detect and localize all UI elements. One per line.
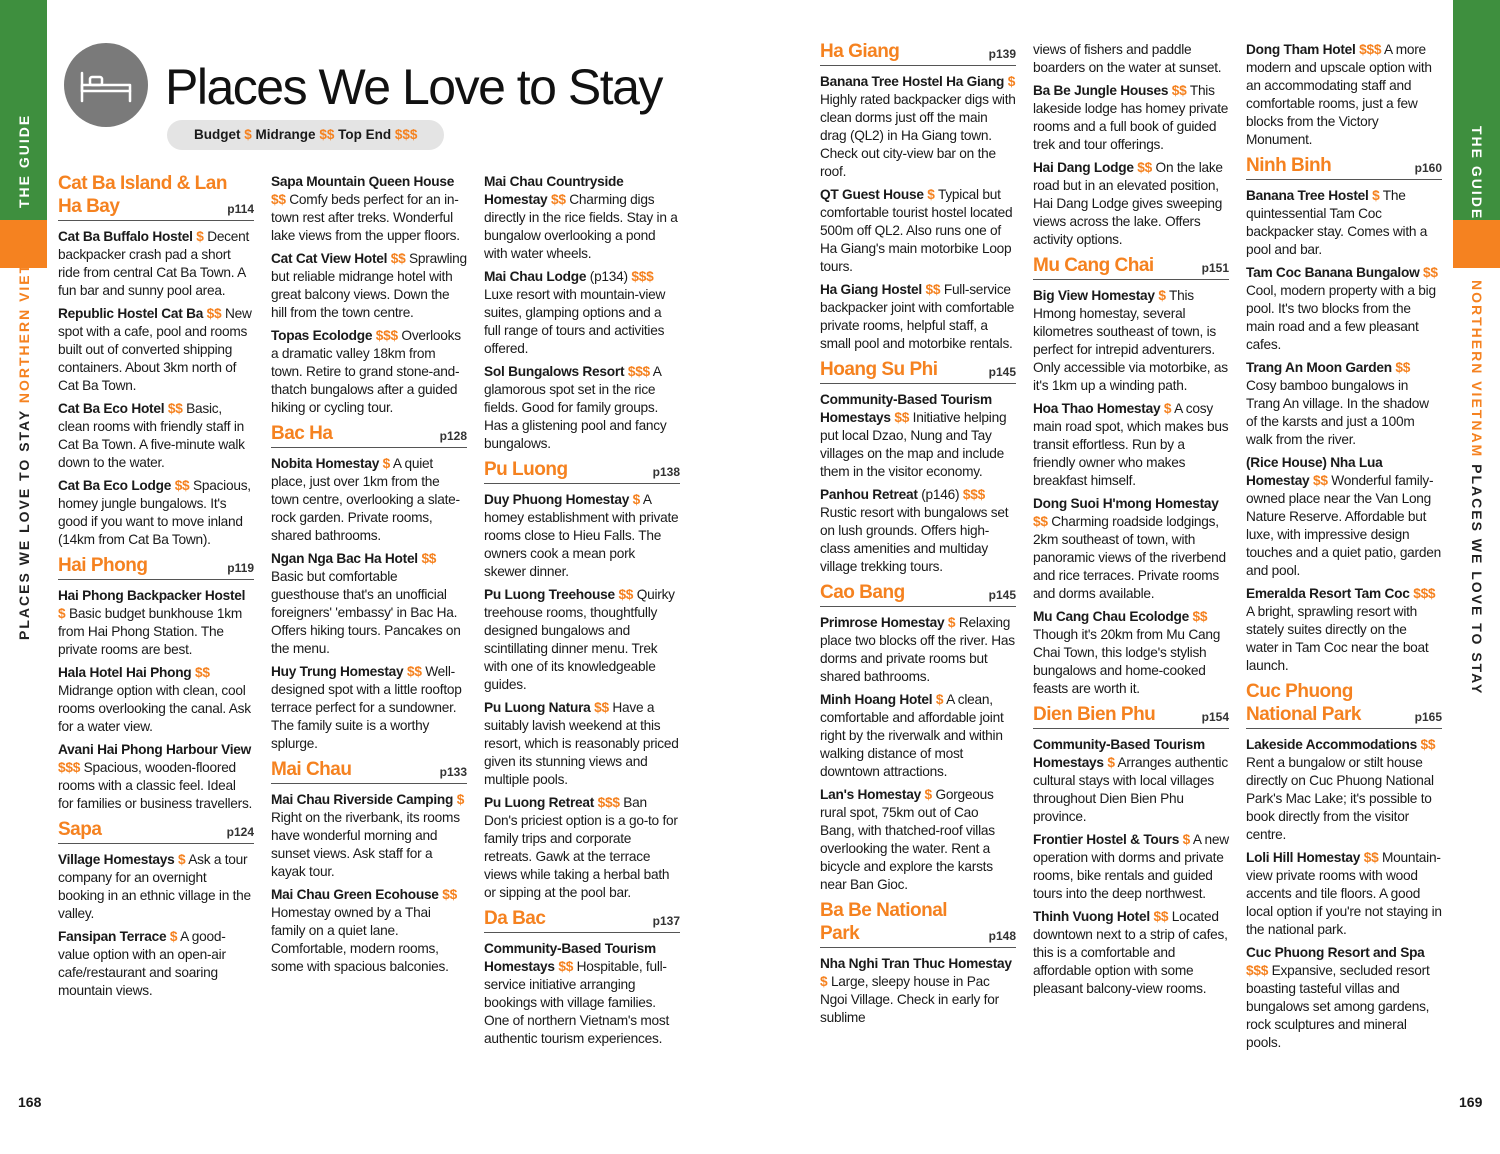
price-indicator: $$ bbox=[167, 401, 183, 416]
listing-entry bbox=[1246, 849, 1442, 939]
price-indicator: $$ bbox=[390, 251, 406, 266]
listing-description: A more modern and upscale option with an accommodating staff and comfortable rooms, just a few blocks from the Victory Monument. bbox=[1246, 42, 1432, 147]
price-indicator: $$ bbox=[551, 192, 566, 207]
listing-description: A new operation with dorms and private rooms, bike rentals and guided tours into the deep northwest. bbox=[1033, 832, 1229, 901]
listing-entry bbox=[271, 550, 467, 658]
listing-name: Mai Chau Lodge bbox=[484, 269, 587, 284]
section-heading bbox=[1033, 254, 1229, 280]
listing-entry bbox=[58, 587, 254, 659]
price-indicator: $ bbox=[178, 852, 186, 867]
listing-entry bbox=[484, 699, 680, 789]
section-page-ref: p145 bbox=[988, 365, 1016, 379]
page-number-right: 169 bbox=[1459, 1094, 1483, 1110]
price-indicator: $ bbox=[927, 187, 935, 202]
listing-entry bbox=[1246, 264, 1442, 354]
price-indicator: $ bbox=[382, 456, 390, 471]
listing-entry bbox=[1246, 454, 1442, 580]
listing-description: Well-designed spot with a little rooftop terrace perfect for a sundowner. The family suite is a worthy splurge. bbox=[271, 664, 462, 751]
left-side-tab bbox=[0, 0, 47, 1154]
listing-entry bbox=[271, 791, 467, 881]
price-indicator: $$ bbox=[1395, 360, 1411, 375]
listing-name: Republic Hostel Cat Ba bbox=[58, 306, 204, 321]
price-indicator: $$$ bbox=[631, 269, 654, 284]
listing-entry bbox=[271, 250, 467, 322]
listing-entry bbox=[484, 586, 680, 694]
listing-description: Ban Don's priciest option is a go-to for family trips and corporate retreats. Gawk at the terrace views while taking a herbal bath or sipping at the pool bar. bbox=[484, 795, 678, 900]
section-page-ref: p160 bbox=[1414, 161, 1442, 175]
listing-name: Panhou Retreat bbox=[820, 487, 918, 502]
listing-name: Emeralda Resort Tam Coc bbox=[1246, 586, 1410, 601]
price-indicator: $ bbox=[1107, 755, 1115, 770]
price-indicator: $$ bbox=[421, 551, 437, 566]
page-number-left: 168 bbox=[18, 1094, 42, 1110]
section-heading-name: Pu Luong bbox=[484, 459, 568, 480]
listing-name: Frontier Hostel & Tours bbox=[1033, 832, 1180, 847]
listing-description: A quiet place, just over 1km from the town centre, overlooking a slate-rock garden. Private rooms, shared bathrooms. bbox=[271, 456, 460, 543]
price-indicator: $$$ bbox=[58, 760, 81, 775]
listing-entry bbox=[271, 663, 467, 753]
section-heading bbox=[58, 818, 254, 844]
section-heading-name: Da Bac bbox=[484, 908, 546, 929]
price-indicator: $ bbox=[1372, 188, 1380, 203]
section-heading bbox=[58, 172, 254, 221]
price-indicator: $ bbox=[456, 792, 465, 807]
price-indicator: $$$ bbox=[627, 364, 650, 379]
listing-entry bbox=[820, 486, 1016, 576]
listing-description: views of fishers and paddle boarders on the water at sunset. bbox=[1033, 42, 1222, 75]
listing-description: Cool, modern property with a big pool. It's two blocks from the main road and a few pleasant cafes. bbox=[1246, 283, 1436, 352]
price-indicator: $$ bbox=[1313, 473, 1328, 488]
price-indicator: $ bbox=[820, 974, 828, 989]
listing-name: Cuc Phuong Resort and Spa bbox=[1246, 945, 1425, 960]
section-heading bbox=[484, 907, 680, 933]
listing-name: Big View Homestay bbox=[1033, 288, 1155, 303]
listing-description: Have a suitably lavish weekend at this resort, which is reasonably priced given its stunning views and multiple pools. bbox=[484, 700, 679, 787]
listing-entry bbox=[1033, 495, 1229, 603]
section-page-ref: p145 bbox=[988, 588, 1016, 602]
listing-name: Mu Cang Chau Ecolodge bbox=[1033, 609, 1189, 624]
listing-entry bbox=[271, 455, 467, 545]
listing-description: Spacious, wooden-floored rooms with a classic feel. Ideal for families or business travellers. bbox=[58, 760, 253, 811]
listing-name: Ba Be Jungle Houses bbox=[1033, 83, 1169, 98]
listing-entry bbox=[1246, 944, 1442, 1052]
section-page-ref: p151 bbox=[1201, 261, 1229, 275]
section-heading bbox=[820, 358, 1016, 384]
column-3 bbox=[484, 173, 680, 1053]
section-page-ref: p165 bbox=[1414, 710, 1442, 724]
section-page-ref: p137 bbox=[652, 914, 680, 928]
price-indicator: $$$ bbox=[1246, 963, 1269, 978]
listing-description: Highly rated backpacker digs with clean dorms just off the main drag (QL2) in Ha Giang town. Check out city-view bar on the roof. bbox=[820, 92, 1016, 179]
price-indicator: $ bbox=[1182, 832, 1191, 847]
listing-name: Fansipan Terrace bbox=[58, 929, 167, 944]
listing-entry bbox=[271, 173, 467, 245]
listing-entry bbox=[1246, 736, 1442, 844]
listing-entry bbox=[484, 491, 680, 581]
listing-description: A bright, sprawling resort with stately suites directly on the water in Tam Coc near the boat launch. bbox=[1246, 604, 1429, 673]
column-4 bbox=[820, 40, 1016, 1032]
section-heading-name: Cao Bang bbox=[820, 582, 905, 603]
listing-entry bbox=[58, 664, 254, 736]
section-heading-name: Sapa bbox=[58, 819, 102, 840]
listing-name: Nha Nghi Tran Thuc Homestay bbox=[820, 956, 1012, 971]
section-page-ref: p124 bbox=[226, 825, 254, 839]
listing-entry bbox=[820, 391, 1016, 481]
section-heading-name: Hai Phong bbox=[58, 555, 148, 576]
listing-description: Ask a tour company for an overnight booking in an ethnic village in the valley. bbox=[58, 852, 251, 921]
section-heading-name: Mai Chau bbox=[271, 759, 352, 780]
listing-description: Large, sleepy house in Pac Ngoi Village. Check in early for sublime bbox=[820, 974, 999, 1025]
price-indicator: $$$ bbox=[597, 795, 620, 810]
listing-description: Spacious, homey jungle bungalows. It's good if you want to move inland (14km from Cat Ba Town). bbox=[58, 478, 251, 547]
price-indicator: $$ bbox=[174, 478, 190, 493]
listing-description: Relaxing place two blocks off the river. Has dorms and private rooms but shared bathrooms. bbox=[820, 615, 1015, 684]
section-heading-name: Ninh Binh bbox=[1246, 155, 1332, 176]
listing-name: Sol Bungalows Resort bbox=[484, 364, 625, 379]
side-label-topic-region: PLACES WE LOVE TO STAY NORTHERN VIETNAM bbox=[16, 224, 32, 640]
listing-description: Decent backpacker crash pad a short ride from central Cat Ba Town. A fun bar and sunny pool area. bbox=[58, 229, 250, 298]
price-indicator: $ bbox=[1007, 74, 1016, 89]
listing-description: Though it's 20km from Mu Cang Chai Town, this lodge's stylish bungalows and home-cooked feasts are worth it. bbox=[1033, 627, 1221, 696]
section-heading-name: Cuc Phuong National Park bbox=[1246, 681, 1361, 725]
listing-description: Wonderful family-owned place near the Van Long Nature Reserve. Affordable but luxe, with impressive design touches and a quiet patio, garden and pool. bbox=[1246, 473, 1441, 578]
price-indicator: $$$ bbox=[375, 328, 398, 343]
listing-description: Basic budget bunkhouse 1km from Hai Phong Station. The private rooms are best. bbox=[58, 606, 243, 657]
listing-name: Pu Luong Retreat bbox=[484, 795, 595, 810]
section-heading bbox=[1246, 154, 1442, 180]
side-label-guide: THE GUIDE bbox=[1469, 126, 1485, 221]
listing-entry bbox=[1033, 736, 1229, 826]
listing-name: Cat Ba Eco Lodge bbox=[58, 478, 172, 493]
listing-name: Minh Hoang Hotel bbox=[820, 692, 933, 707]
listing-entry bbox=[484, 794, 680, 902]
listing-entry bbox=[1246, 359, 1442, 449]
listing-name: Pu Luong Natura bbox=[484, 700, 591, 715]
price-indicator: $$ bbox=[925, 282, 941, 297]
listing-entry bbox=[271, 886, 467, 976]
section-heading bbox=[271, 758, 467, 784]
listing-description: Homestay owned by a Thai family on a quiet lane. Comfortable, modern rooms, some with spacious balconies. bbox=[271, 905, 449, 974]
listing-description: A homey establishment with private rooms close to Hieu Falls. The owners cook a mean pork skewer dinner. bbox=[484, 492, 679, 579]
listing-name: Primrose Homestay bbox=[820, 615, 945, 630]
listing-description: Sprawling but reliable midrange hotel with great balcony views. Down the hill from the town centre. bbox=[271, 251, 467, 320]
listing-entry bbox=[1033, 831, 1229, 903]
price-indicator: $$ bbox=[1137, 160, 1152, 175]
section-heading bbox=[1033, 703, 1229, 729]
listing-description: Mountain-view private rooms with wood accents and tile floors. A good local option if you're not staying in the national park. bbox=[1246, 850, 1442, 937]
listing-entry bbox=[1033, 159, 1229, 249]
section-page-ref: p139 bbox=[988, 47, 1016, 61]
price-indicator: $$ bbox=[594, 700, 609, 715]
listing-description: A cosy main road spot, which makes bus transit effortless. Run by a friendly owner who makes breakfast himself. bbox=[1033, 401, 1229, 488]
listing-description: On the lake road but in an elevated position, Hai Dang Lodge gives sweeping views across the lake. Offers activity options. bbox=[1033, 160, 1223, 247]
listing-description: Midrange option with clean, cool rooms overlooking the canal. Ask for a water view. bbox=[58, 683, 251, 734]
section-page-ref: p138 bbox=[652, 465, 680, 479]
section-heading-name: Mu Cang Chai bbox=[1033, 255, 1154, 276]
section-heading bbox=[1246, 680, 1442, 729]
listing-description: A clean, comfortable and affordable joint right by the riverwalk and within walking distance of most downtown attractions. bbox=[820, 692, 1004, 779]
listing-entry bbox=[820, 955, 1016, 1027]
listing-description: Gorgeous rural spot, 75km out of Cao Bang, with thatched-roof villas overlooking the water. Rent a bicycle and explore the karsts near Ban Gioc. bbox=[820, 787, 995, 892]
listing-name: Cat Cat View Hotel bbox=[271, 251, 388, 266]
listing-name: Dong Suoi H'mong Homestay bbox=[1033, 496, 1219, 511]
listing-name: Cat Ba Buffalo Hostel bbox=[58, 229, 193, 244]
listing-description: Initiative helping put local Dzao, Nung and Tay villages on the map and include them in the visitor economy. bbox=[820, 410, 1007, 479]
bed-icon bbox=[64, 43, 148, 127]
listing-entry bbox=[820, 186, 1016, 276]
listing-name: Trang An Moon Garden bbox=[1246, 360, 1392, 375]
section-page-ref: p114 bbox=[227, 202, 254, 216]
listing-entry bbox=[58, 741, 254, 813]
section-heading-name: Ha Giang bbox=[820, 41, 900, 62]
listing-entry bbox=[484, 173, 680, 263]
listing-description: Rent a bungalow or stilt house directly on Cuc Phuong National Park's Mac Lake; it's possible to book directly from the visitor centre. bbox=[1246, 755, 1434, 842]
listing-entry bbox=[820, 281, 1016, 353]
listing-description: Overlooks a dramatic valley 18km from town. Retire to grand stone-and-thatch bungalows after a guided hiking or cycling tour. bbox=[271, 328, 461, 415]
section-page-ref: p128 bbox=[439, 429, 467, 443]
listing-name: Community-Based Tourism Homestays bbox=[484, 941, 656, 974]
listing-name: Ha Giang Hostel bbox=[820, 282, 922, 297]
price-indicator: $$ bbox=[1420, 737, 1436, 752]
price-indicator: $$ bbox=[894, 410, 910, 425]
listing-name: Community-Based Tourism Homestays bbox=[820, 392, 992, 425]
price-indicator: $$$ bbox=[1413, 586, 1436, 601]
listing-description: Located downtown next to a strip of cafes, this is a comfortable and affordable option with some pleasant balcony-view rooms. bbox=[1033, 909, 1228, 996]
section-heading bbox=[484, 458, 680, 484]
price-indicator: $$ bbox=[194, 665, 210, 680]
listing-name: Hai Dang Lodge bbox=[1033, 160, 1134, 175]
listing-description: Rustic resort with bungalows set on lush grounds. Offers high-class amenities and multiday village trekking tours. bbox=[820, 505, 1009, 574]
listing-entry bbox=[1033, 400, 1229, 490]
side-label-guide: THE GUIDE bbox=[16, 113, 32, 208]
listing-entry bbox=[1246, 41, 1442, 149]
listing-name: (Rice House) Nha Lua Homestay bbox=[1246, 455, 1383, 488]
listing-name: Tam Coc Banana Bungalow bbox=[1246, 265, 1420, 280]
column-1 bbox=[58, 172, 254, 1005]
listing-name: Mai Chau Countryside Homestay bbox=[484, 174, 624, 207]
price-indicator: $$ bbox=[1033, 514, 1048, 529]
listing-name: Topas Ecolodge bbox=[271, 328, 373, 343]
price-indicator: $ bbox=[632, 492, 641, 507]
column-5 bbox=[1033, 41, 1229, 1003]
listing-name: Mai Chau Green Ecohouse bbox=[271, 887, 439, 902]
listing-description: Cosy bamboo bungalows in Trang An village. In the shadow of the karsts and just a 100m walk from the river. bbox=[1246, 378, 1429, 447]
listing-entry bbox=[58, 851, 254, 923]
listing-entry bbox=[484, 268, 680, 358]
listing-description: Expansive, secluded resort boasting tasteful villas and bungalows set among gardens, rock sculptures and mineral pools. bbox=[1246, 963, 1430, 1050]
listing-entry bbox=[484, 940, 680, 1048]
price-indicator: $ bbox=[935, 692, 944, 707]
right-side-tab bbox=[1453, 0, 1500, 1154]
section-page-ref: p119 bbox=[227, 561, 254, 575]
section-heading-name: Cat Ba Island & Lan Ha Bay bbox=[58, 173, 227, 217]
section-heading-name: Dien Bien Phu bbox=[1033, 704, 1156, 725]
listing-entry bbox=[1033, 82, 1229, 154]
listing-name: Thinh Vuong Hotel bbox=[1033, 909, 1150, 924]
section-heading bbox=[271, 422, 467, 448]
section-heading bbox=[820, 40, 1016, 66]
price-indicator: $ bbox=[924, 787, 932, 802]
section-page-ref: p133 bbox=[439, 765, 467, 779]
price-indicator: $$ bbox=[271, 192, 286, 207]
price-indicator: $$ bbox=[1153, 909, 1169, 924]
listing-entry bbox=[820, 691, 1016, 781]
price-indicator: $$$ bbox=[1359, 42, 1382, 57]
listing-name: Dong Tham Hotel bbox=[1246, 42, 1356, 57]
listing-description: The quintessential Tam Coc backpacker stay. Comes with a pool and bar. bbox=[1246, 188, 1428, 257]
listing-name: Hala Hotel Hai Phong bbox=[58, 665, 192, 680]
listing-description: Right on the riverbank, its rooms have wonderful morning and sunset views. Ask staff for a kayak tour. bbox=[271, 810, 460, 879]
section-page-ref: p148 bbox=[988, 929, 1016, 943]
listing-description: Hospitable, full-service initiative arranging bookings with village families. One of northern Vietnam's most authentic tourism experiences. bbox=[484, 959, 670, 1046]
listing-name: Lakeside Accommodations bbox=[1246, 737, 1417, 752]
price-indicator: $$ bbox=[618, 587, 634, 602]
listing-name: Village Homestays bbox=[58, 852, 175, 867]
listing-description: Arranges authentic cultural stays with local villages throughout Dien Bien Phu province. bbox=[1033, 755, 1228, 824]
price-indicator: $ bbox=[1163, 401, 1172, 416]
listing-name: Ngan Nga Bac Ha Hotel bbox=[271, 551, 418, 566]
listing-description: Quirky treehouse rooms, thoughtfully designed bungalows and scintillating dinner menu. Trek with one of its knowledgeable guides. bbox=[484, 587, 675, 692]
section-page-ref: p154 bbox=[1201, 710, 1229, 724]
listing-name: Huy Trung Homestay bbox=[271, 664, 404, 679]
listing-description: Basic but comfortable guesthouse that's an unofficial foreigners' 'embassy' in Bac Ha. Offers hiking tours. Pancakes on the menu. bbox=[271, 569, 461, 656]
listing-entry bbox=[1033, 608, 1229, 698]
listing-name: Pu Luong Treehouse bbox=[484, 587, 615, 602]
price-indicator: $$ bbox=[1423, 265, 1438, 280]
column-6 bbox=[1246, 41, 1442, 1057]
listing-entry bbox=[1246, 187, 1442, 259]
price-indicator: $$ bbox=[1192, 609, 1208, 624]
listing-description: Typical but comfortable tourist hostel located 500m off QL2. Also runs one of Ha Giang's main motorbike Loop tours. bbox=[820, 187, 1013, 274]
listing-name: Hai Phong Backpacker Hostel bbox=[58, 588, 246, 603]
section-heading bbox=[820, 899, 1016, 948]
listing-name: Duy Phuong Homestay bbox=[484, 492, 630, 507]
side-label-region-topic: NORTHERN VIETNAM PLACES WE LOVE TO STAY bbox=[1469, 280, 1485, 696]
listing-entry bbox=[1246, 585, 1442, 675]
listing-description: Charming digs directly in the rice fields. Stay in a bungalow overlooking a pond with water wheels. bbox=[484, 192, 678, 261]
listing-description: New spot with a cafe, pool and rooms built out of converted shipping containers. About 3km north of Cat Ba Town. bbox=[58, 306, 252, 393]
section-heading bbox=[820, 581, 1016, 607]
listing-name: Sapa Mountain Queen House bbox=[271, 174, 455, 189]
listing-page-ref: (p134) bbox=[589, 269, 628, 284]
listing-name: Community-Based Tourism Homestays bbox=[1033, 737, 1205, 770]
listing-description: Full-service backpacker joint with comfortable private rooms, helpful staff, a small pool and motorbike rentals. bbox=[820, 282, 1015, 351]
price-indicator: $ bbox=[196, 229, 204, 244]
listing-name: Mai Chau Riverside Camping bbox=[271, 792, 454, 807]
listing-page-ref: (p146) bbox=[921, 487, 960, 502]
column-2 bbox=[271, 173, 467, 981]
listing-entry bbox=[820, 786, 1016, 894]
price-indicator: $$ bbox=[206, 306, 222, 321]
listing-name: Loli Hill Homestay bbox=[1246, 850, 1361, 865]
listing-name: Cat Ba Eco Hotel bbox=[58, 401, 165, 416]
price-indicator: $$$ bbox=[962, 487, 985, 502]
price-indicator: $$ bbox=[1171, 83, 1187, 98]
price-indicator: $ bbox=[58, 606, 66, 621]
listing-description: Luxe resort with mountain-view suites, glamping options and a full range of tours and activities offered. bbox=[484, 287, 666, 356]
listing-name: Lan's Homestay bbox=[820, 787, 921, 802]
listing-description: Charming roadside lodgings, 2km southeast of town, with panoramic views of the riverbend and rice terraces. Private rooms and dorms available. bbox=[1033, 514, 1226, 601]
listing-name: Banana Tree Hostel Ha Giang bbox=[820, 74, 1005, 89]
listing-description: A glamorous spot set in the rice fields. Good for family groups. Has a glistening pool and fancy bungalows. bbox=[484, 364, 667, 451]
listing-name: Avani Hai Phong Harbour View bbox=[58, 742, 252, 757]
section-heading-name: Hoang Su Phi bbox=[820, 359, 938, 380]
price-indicator: $$ bbox=[1363, 850, 1379, 865]
price-indicator: $$ bbox=[442, 887, 457, 902]
price-indicator: $ bbox=[947, 615, 956, 630]
price-indicator: $ bbox=[169, 929, 178, 944]
listing-continued bbox=[1033, 41, 1229, 77]
listing-description: This lakeside lodge has homey private rooms and a full book of guided trek and tour offerings. bbox=[1033, 83, 1229, 152]
listing-entry bbox=[820, 614, 1016, 686]
listing-entry bbox=[58, 928, 254, 1000]
listing-entry bbox=[820, 73, 1016, 181]
section-heading-name: Bac Ha bbox=[271, 423, 333, 444]
listing-entry bbox=[58, 228, 254, 300]
listing-entry bbox=[1033, 908, 1229, 998]
price-legend: Budget $ Midrange $$ Top End $$$ bbox=[167, 120, 444, 150]
listing-entry bbox=[271, 327, 467, 417]
listing-entry bbox=[1033, 287, 1229, 395]
listing-description: Comfy beds perfect for an in-town rest after treks. Wonderful lake views from the upper floors. bbox=[271, 192, 460, 243]
listing-name: Banana Tree Hostel bbox=[1246, 188, 1369, 203]
section-heading-name: Ba Be National Park bbox=[820, 900, 948, 944]
listing-entry bbox=[58, 477, 254, 549]
price-indicator: $$ bbox=[558, 959, 574, 974]
listing-entry bbox=[58, 305, 254, 395]
listing-name: Nobita Homestay bbox=[271, 456, 380, 471]
listing-entry bbox=[58, 400, 254, 472]
page-title: Places We Love to Stay bbox=[165, 59, 662, 115]
price-indicator: $$ bbox=[406, 664, 422, 679]
listing-description: Basic, clean rooms with friendly staff in Cat Ba Town. A five-minute walk down to the water. bbox=[58, 401, 245, 470]
listing-name: QT Guest House bbox=[820, 187, 924, 202]
listing-name: Hoa Thao Homestay bbox=[1033, 401, 1161, 416]
region-tab-orange bbox=[1453, 220, 1500, 268]
listing-entry bbox=[484, 363, 680, 453]
price-indicator: $ bbox=[1158, 288, 1166, 303]
listing-description: A good-value option with an open-air cafe/restaurant and soaring mountain views. bbox=[58, 929, 226, 998]
listing-description: This Hmong homestay, several kilometres southeast of town, is perfect for intrepid adventurers. Only accessible via motorbike, as it's 1km up a winding path. bbox=[1033, 288, 1228, 393]
section-heading bbox=[58, 554, 254, 580]
